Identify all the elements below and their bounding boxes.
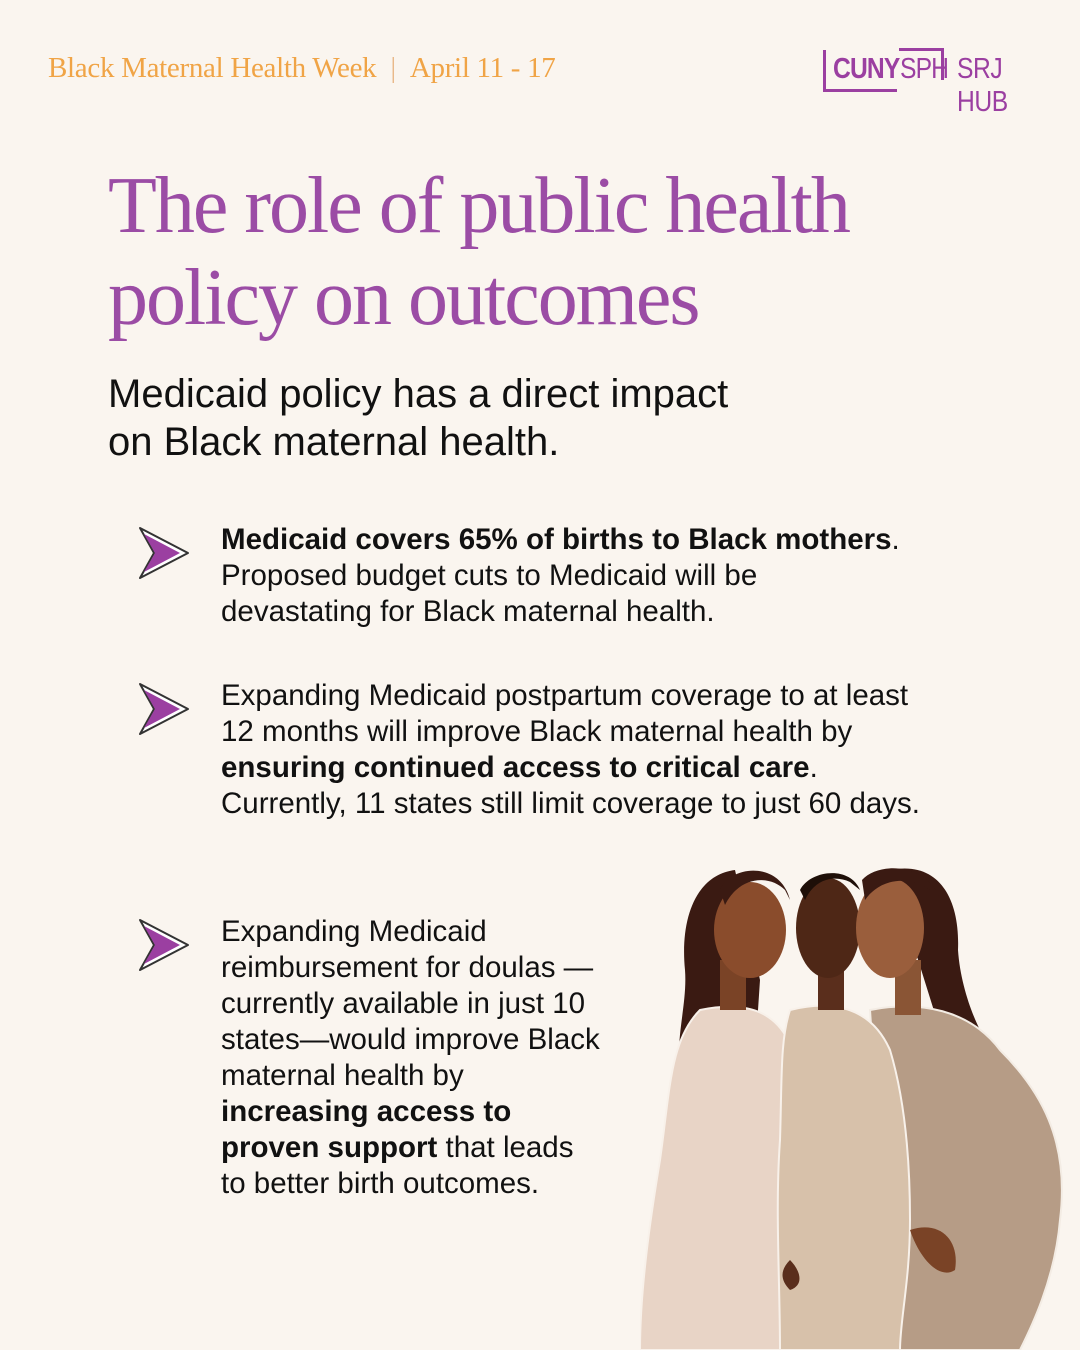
- bullet-body-end: . Currently, 11 states still limit coverage to just 60 days.: [221, 751, 920, 820]
- bullet-body: Expanding Medicaid postpartum coverage to at least 12 months will improve Black maternal health by: [221, 679, 909, 748]
- three-women-illustration: [640, 860, 1080, 1350]
- title-line-2: policy on outcomes: [108, 254, 699, 342]
- subtitle-line-2: on Black maternal health.: [108, 420, 560, 464]
- bullet-bold: increasing access to proven support: [221, 1095, 512, 1164]
- chevron-arrow-icon: [138, 918, 190, 972]
- title-line-1: The role of public health: [108, 162, 849, 250]
- logo-bracket-top: [899, 48, 944, 51]
- cuny-sph-srj-hub-logo: [823, 45, 1053, 118]
- bullet-body: . Proposed budget cuts to Medicaid will be devastating for Black maternal health.: [221, 523, 900, 628]
- bullet-text: [221, 678, 921, 822]
- logo-sph: SPH: [900, 53, 949, 85]
- bullet-text: [221, 914, 601, 1202]
- chevron-arrow-icon: [138, 682, 190, 736]
- bullet-body: Expanding Medicaid reimbursement for doulas —currently available in just 10 states—would improve Black maternal health by: [221, 915, 600, 1092]
- bullet-body-end: that leads to better birth outcomes.: [221, 1131, 574, 1200]
- logo-bracket-left: [823, 50, 826, 92]
- logo-bracket-bottom: [823, 89, 897, 92]
- subtitle-line-1: Medicaid policy has a direct impact: [108, 372, 729, 416]
- header-divider: |: [390, 52, 396, 84]
- page-subtitle: [108, 370, 868, 466]
- page-title: [108, 160, 1008, 344]
- bullet-bold: ensuring continued access to critical care: [221, 751, 810, 784]
- logo-cuny: CUNY: [833, 53, 900, 85]
- event-dates: April 11 - 17: [409, 52, 556, 84]
- bullet-bold: Medicaid covers 65% of births to Black mothers: [221, 523, 892, 556]
- event-name: Black Maternal Health Week: [48, 52, 377, 84]
- chevron-arrow-icon: [138, 526, 190, 580]
- bullet-text: [221, 522, 901, 630]
- event-banner: [48, 52, 556, 85]
- logo-srj-hub: SRJ HUB: [957, 53, 1008, 118]
